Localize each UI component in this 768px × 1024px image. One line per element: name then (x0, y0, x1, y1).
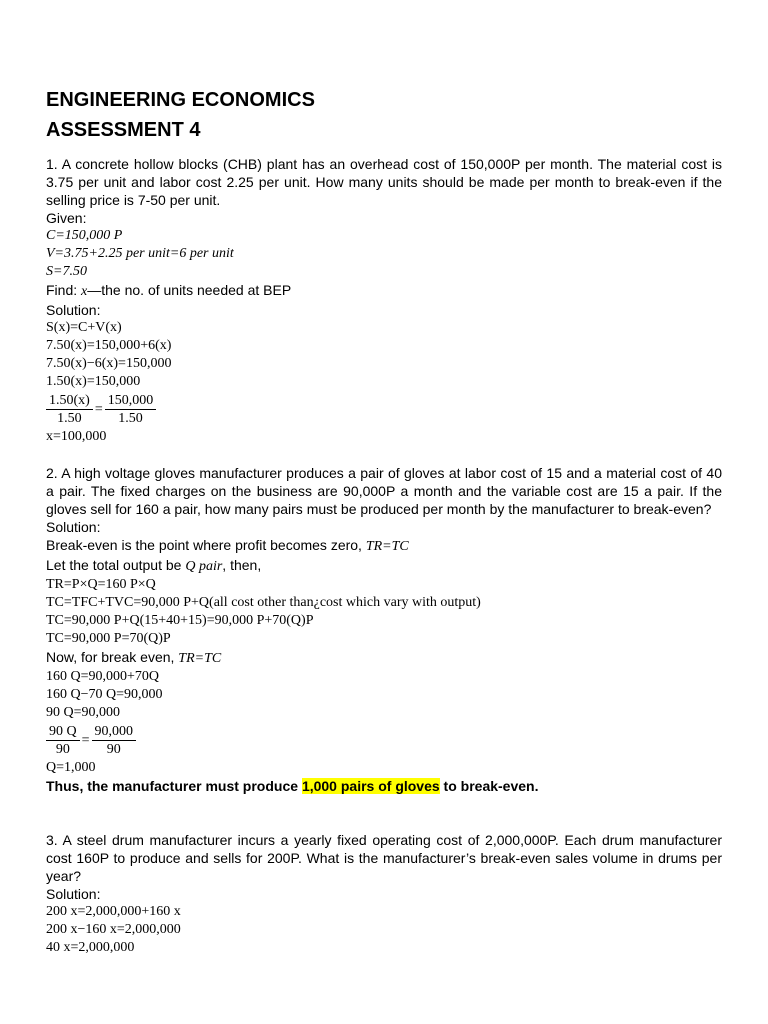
document-title: ENGINEERING ECONOMICS (46, 89, 315, 111)
fraction-numerator: 90,000 (92, 723, 137, 741)
equals-sign: = (81, 732, 90, 748)
q2-answer: Q=1,000 (46, 760, 96, 775)
q3-step: 40 x=2,000,000 (46, 940, 135, 955)
fraction-numerator: 150,000 (105, 392, 157, 410)
find-line (46, 281, 722, 301)
given-overhead: C=150,000 P (46, 228, 123, 243)
breakeven-math: TR=TC (365, 539, 409, 554)
conclusion-suffix: to break-even. (439, 778, 539, 794)
given-variable-cost: V=3.75+2.25 per unit=6 per unit (46, 246, 234, 261)
question-3-text: 3. A steel drum manufacturer incurs a yearly fixed operating cost of 2,000,000P. Each drum manufacturer cost 160P to produce and sells for 200P. What is the manufacturer’s break-even sales volume in drums per year? (46, 832, 722, 884)
fraction-denominator: 90 (55, 742, 70, 757)
fraction-denominator: 90 (106, 742, 121, 757)
spacer (46, 813, 722, 831)
fraction-numerator: 1.50(x) (46, 392, 93, 410)
q1-step: S(x)=C+V(x) (46, 320, 122, 335)
q1-fraction-right (105, 392, 157, 427)
q2-step: TC=90,000 P+Q(15+40+15)=90,000 P+70(Q)P (46, 613, 314, 628)
q2-step: TC=TFC+TVC=90,000 P+Q(all cost other than¿cost which vary with output) (46, 595, 481, 610)
q1-step: 7.50(x)−6(x)=150,000 (46, 356, 172, 371)
equals-sign: = (94, 401, 103, 417)
fraction-numerator: 90 Q (46, 723, 80, 741)
let-text: Let the total output be (46, 557, 186, 573)
assessment-title: ASSESSMENT 4 (46, 119, 201, 141)
question-3 (46, 831, 722, 957)
q2-conclusion (46, 777, 722, 795)
conclusion-prefix: Thus, the manufacturer must produce (46, 778, 302, 794)
q2-step: TR=P×Q=160 P×Q (46, 577, 156, 592)
let-math: Q pair (185, 559, 223, 574)
question-1 (46, 155, 722, 446)
q2-fraction-equation (46, 723, 722, 758)
spacer (46, 446, 722, 464)
now-math: TR=TC (178, 651, 222, 666)
q3-step: 200 x−160 x=2,000,000 (46, 922, 181, 937)
q2-step: 160 Q=90,000+70Q (46, 669, 160, 684)
q3-step: 200 x=2,000,000+160 x (46, 904, 181, 919)
now-text: Now, for break even, (46, 649, 179, 665)
question-1-text: 1. A concrete hollow blocks (CHB) plant has an overhead cost of 150,000P per month. The material cost is 3.75 per unit and labor cost 2.25 per unit. How many units should be made per month to break-even if the selling price is 7-50 per unit. (46, 156, 722, 208)
breakeven-text: Break-even is the point where profit becomes zero, (46, 537, 366, 553)
breakeven-definition (46, 536, 722, 556)
solution-label: Solution: (46, 302, 101, 318)
q2-step: 160 Q−70 Q=90,000 (46, 687, 163, 702)
now-line (46, 648, 722, 668)
q1-step: 7.50(x)=150,000+6(x) (46, 338, 172, 353)
fraction-denominator: 1.50 (57, 411, 82, 426)
let-line (46, 556, 722, 576)
q1-fraction-left (46, 392, 93, 427)
conclusion-highlight: 1,000 pairs of gloves (301, 778, 440, 794)
solution-label: Solution: (46, 886, 101, 902)
spacer (46, 795, 722, 813)
q1-fraction-equation (46, 392, 722, 427)
question-2-text: 2. A high voltage gloves manufacturer produces a pair of gloves at labor cost of 15 and a material cost of 40 a pair. The fixed charges on the business are 90,000P a month and the variable cost are 15 a pair. If the gloves sell for 160 a pair, how many pairs must be produced per month by the manufacturer to break-even? (46, 465, 722, 517)
let-suffix: , then, (222, 557, 262, 573)
fraction-denominator: 1.50 (118, 411, 143, 426)
question-2 (46, 464, 722, 795)
q2-fraction-right (92, 723, 137, 758)
q2-step: TC=90,000 P=70(Q)P (46, 631, 171, 646)
given-selling-price: S=7.50 (46, 264, 87, 279)
q1-answer: x=100,000 (46, 429, 107, 444)
find-suffix: —the no. of units needed at BEP (87, 282, 292, 298)
q2-fraction-left (46, 723, 80, 758)
find-prefix: Find: (46, 282, 82, 298)
given-label: Given: (46, 210, 87, 226)
find-variable: x (81, 284, 88, 299)
q2-step: 90 Q=90,000 (46, 705, 121, 720)
q1-step: 1.50(x)=150,000 (46, 374, 141, 389)
solution-label: Solution: (46, 519, 101, 535)
